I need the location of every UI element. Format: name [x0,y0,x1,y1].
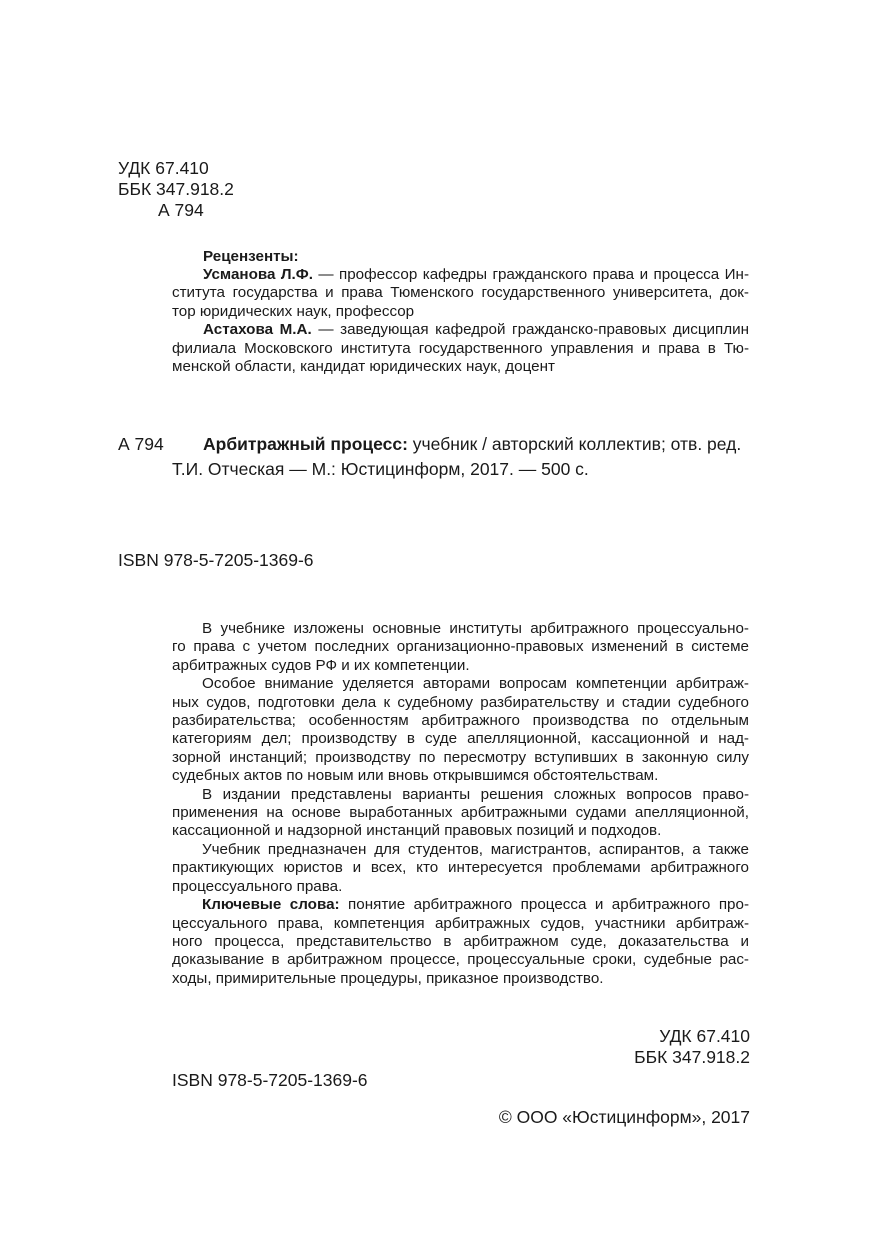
annotation-p3 [172,786,749,841]
keywords-label: Ключевые слова: [202,896,340,914]
isbn-top: ISBN 978-5-7205-1369-6 [118,550,314,570]
annotation-line: ных судов, подготовки дела к судебному разбирательству и стадии судебного [172,693,749,711]
annotation-line: доказывание в арбитражном процессе, процессуальные сроки, судебные рас- [172,951,749,969]
bib-line-1: Арбитражный процесс: учебник / авторский коллектив; отв. ред. [203,434,742,454]
annotation-line: В издании представлены варианты решения сложных вопросов право- [202,785,749,803]
annotation-line: применения на основе выработанных арбитражными судами апелляционной, [172,804,749,822]
reviewer-1-name: Усманова Л.Ф. [203,266,313,283]
bib-title: Арбитражный процесс: [203,434,408,454]
annotation-p5 [172,896,749,988]
annotation-line: зорной инстанций; производству по пересмотру вступивших в законную силу [172,748,749,766]
annotation-line: разбирательства; особенностям арбитражного производства по отдельным [172,712,749,730]
annotation-line: кассационной и надзорной инстанций правовых позиций и подходов. [172,822,662,840]
reviewer-1-line-2: ститута государства и права Тюменского государственного университета, док- [172,284,749,302]
annotation-line: арбитражных судов РФ и их компетенции. [172,656,470,674]
annotation-line: Особое внимание уделяется авторами вопросам компетенции арбитраж- [202,675,749,693]
annotation-line: Ключевые слова: понятие арбитражного процесса и арбитражного про- [202,896,749,914]
reviewer-2-line-3: менской области, кандидат юридических наук, доцент [172,358,555,376]
annotation [172,620,749,988]
annotation-line: ного процесса, представительство в арбитражном суде, доказательства и [172,932,749,950]
udk-code-top: УДК 67.410 [118,158,209,178]
udk-code-bottom: УДК 67.410 [659,1026,750,1046]
copyright: © ООО «Юстицинформ», 2017 [498,1107,750,1127]
bbk-code-top: ББК 347.918.2 [118,179,234,199]
annotation-line: Учебник предназначен для студентов, магистрантов, аспирантов, а также [202,840,749,858]
reviewers-heading: Рецензенты: [203,248,299,265]
annotation-line: судебных актов по новым или вновь открывшимся обстоятельствам. [172,767,659,785]
annotation-line: ходы, примирительные процедуры, приказное производство. [172,969,604,987]
annotation-line: цессуального права, компетенция арбитражных судов, участники арбитраж- [172,914,749,932]
bib-line-2: Т.И. Отческая — М.: Юстицинформ, 2017. — 500 с. [172,459,589,479]
reviewer-2-name: Астахова М.А. [203,321,312,339]
bib-mark: А 794 [118,434,164,454]
annotation-p1 [172,620,749,675]
bbk-code-bottom: ББК 347.918.2 [634,1047,750,1067]
annotation-line: практикующих юристов и всех, кто интересуется проблемами арбитражного [172,859,749,877]
reviewer-2-line-1: Астахова М.А. — заведующая кафедрой гражданско-правовых дисциплин [203,321,749,339]
annotation-line: процессуального права. [172,877,343,895]
reviewer-2-line-2: филиала Московского института государственного управления и права в Тю- [172,339,749,357]
isbn-bottom: ISBN 978-5-7205-1369-6 [172,1070,368,1090]
annotation-line: категориям дел; производству в суде апелляционной, кассационной и над- [172,730,749,748]
reviewers-block [172,266,749,376]
annotation-line: В учебнике изложены основные институты арбитражного процессуально- [202,620,749,637]
reviewer-1-line-3: тор юридических наук, профессор [172,302,415,320]
reviewer-1-line-1: Усманова Л.Ф. — профессор кафедры гражданского права и процесса Ин- [203,266,750,283]
annotation-line: го права с учетом последних организационно-правовых изменений в системе [172,638,749,656]
annotation-p2 [172,675,749,785]
annotation-p4 [172,841,749,896]
author-mark-top: А 794 [158,200,204,220]
